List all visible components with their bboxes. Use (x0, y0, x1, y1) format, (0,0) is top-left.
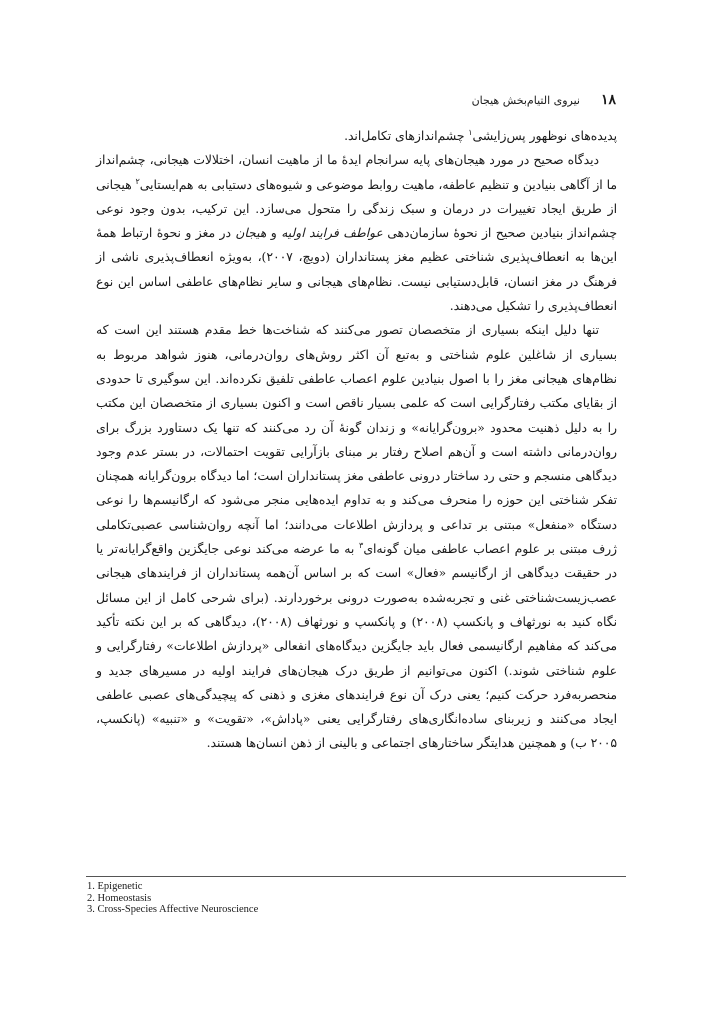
footnote-1: 1. Epigenetic (87, 881, 143, 892)
emphasis-emotion: هیجان (235, 226, 267, 241)
paragraph-1-a: دیدگاه صحیح در مورد هیجان‌های پایه سرانجام ایدهٔ ما از ماهیت انسان، اختلالات هیجانی، چشم‌انداز ما از آگاهی بنیادین و تنظیم عاطفه، ماهیت روابط موضوعی و شیوه‌های دستیابی به هم‌ایستایی (96, 153, 617, 192)
intro-tail: چشم‌اندازهای تکامل‌اند. (344, 129, 469, 143)
footnotes (87, 881, 258, 916)
footnote-ref-2: ۲ (135, 176, 140, 186)
running-title: نیروی التیام‌بخش هیجان (471, 94, 580, 107)
paragraph-1 (96, 148, 617, 318)
paragraph-1-conj: و (266, 226, 282, 241)
page-number: ۱۸ (600, 92, 616, 108)
paragraph-2 (96, 318, 617, 755)
paragraph-1-c: در مغز و نحوهٔ ارتباط همهٔ این‌ها به انعطاف‌پذیری شناختی عظیم مغز پستانداران (دویچ، ۲۰۰۷)، به‌ویژه انعطاف‌پذیری ناشی از فرهنگ در مغز انسان، قابل‌دستیابی نیست. نظام‌های هیجانی و سایر نظام‌های عاطفی اساس این نوع انعطاف‌پذیری را تشکیل می‌دهند. (96, 226, 617, 314)
footnote-3: 3. Cross-Species Affective Neuroscience (87, 904, 259, 915)
footnote-ref-3: ۳ (359, 540, 364, 550)
paragraph-1-b: هیجانی از طریق ایجاد تغییرات در درمان و سبک زندگی را متحول می‌سازد. این ترکیب، بدون وجود نوعی چشم‌انداز بنیادین صحیح از نحوهٔ سازمان‌دهی (96, 177, 617, 241)
intro-line (96, 124, 617, 148)
paragraph-2-b: به ما عرضه می‌کند نوعی جایگزین واقع‌گرایانه‌تر یا در حقیقت دیدگاهی از ارگانیسم «فعال» است که بر اساس آن‌همه پستانداران از فرایندهای هیجانی عصب‌زیست‌شناختی غنی و تجربه‌شده به‌صورت درونی برخوردارند. (برای شرحی کامل از این مسائل نگاه کنید به نورثهاف و پانکسپ (۲۰۰۸) و پانکسپ و نورثهاف (۲۰۰۸)، دیدگاهی که بر این نکته تأکید می‌کند که مفاهیم ارگانیسمی فعال باید جایگزین دیدگاه‌های انفعالی «پردازش اطلاعات» رفتارگرایی و علوم شناختی شوند.) اکنون می‌توانیم از طریق درک هیجان‌های فرایند اولیه در مسیرهای جدید و منحصربه‌فرد حرکت کنیم؛ یعنی درک آن نوع فرایندهای مغزی و ذهنی که پیچیدگی‌های عصبی عاطفی ایجاد می‌کنند و زیربنای ساده‌انگاری‌های رفتارگرایی یعنی «پاداش»، «تقویت» و «تنبیه» (پانکسپ، ۲۰۰۵ ب) و همچنین هدایتگر ساختارهای اجتماعی و بالینی از ذهن انسان‌ها هستند. (96, 542, 617, 751)
body-text (96, 124, 617, 756)
emphasis-primary-affects: عواطف فرایند اولیه (281, 226, 383, 241)
footnote-2: 2. Homeostasis (87, 892, 152, 904)
footnote-ref-1: ۱ (468, 127, 473, 137)
paragraph-2-a: تنها دلیل اینکه بسیاری از متخصصان تصور می‌کنند که شناخت‌ها خط مقدم هستند این است که بسیاری از شاغلین علوم شناختی و به‌تبع آن اکثر روش‌های روان‌درمانی، هنوز شواهد مربوط به نظام‌های هیجانی مغز را با اصول بنیادین علوم اعصاب عاطفی تلفیق نکرده‌اند. این سوگیری تا حدودی از بقایای مکتب رفتارگرایی است که علمی بسیار ناقص است و اکنون بسیاری از متخصصان این مکتب را به دلیل ذهنیت محدود «برون‌گرایانه» و زندان گونهٔ آن رد می‌کنند که تنها یک دستاورد بزرگ برای روان‌درمانی داشته است و آن‌هم اصلاح رفتار بر مبنای بازآرایی تقویت احتمالات، در بستر عدم وجود دیدگاهی منسجم و حتی رد ساختار درونی عاطفی مغز پستانداران است؛ اما دیدگاه برون‌گرایانه همچنان تفکر شناختی این حوزه را منحرف می‌کند و به تداوم ایده‌هایی منجر می‌شود که ارگانیسم‌ها را نوعی دستگاه «منفعل» مبتنی بر تداعی و پردازش اطلاعات می‌دانند؛ اما آنچه روان‌شناسی عصبی‌تکاملی ژرف مبتنی بر علوم اعصاب عاطفی میان گونه‌ای (96, 323, 617, 557)
intro-text: پدیده‌های نوظهور پس‌زایشی (472, 129, 617, 143)
page-header (96, 92, 616, 114)
footnote-divider (86, 876, 626, 877)
